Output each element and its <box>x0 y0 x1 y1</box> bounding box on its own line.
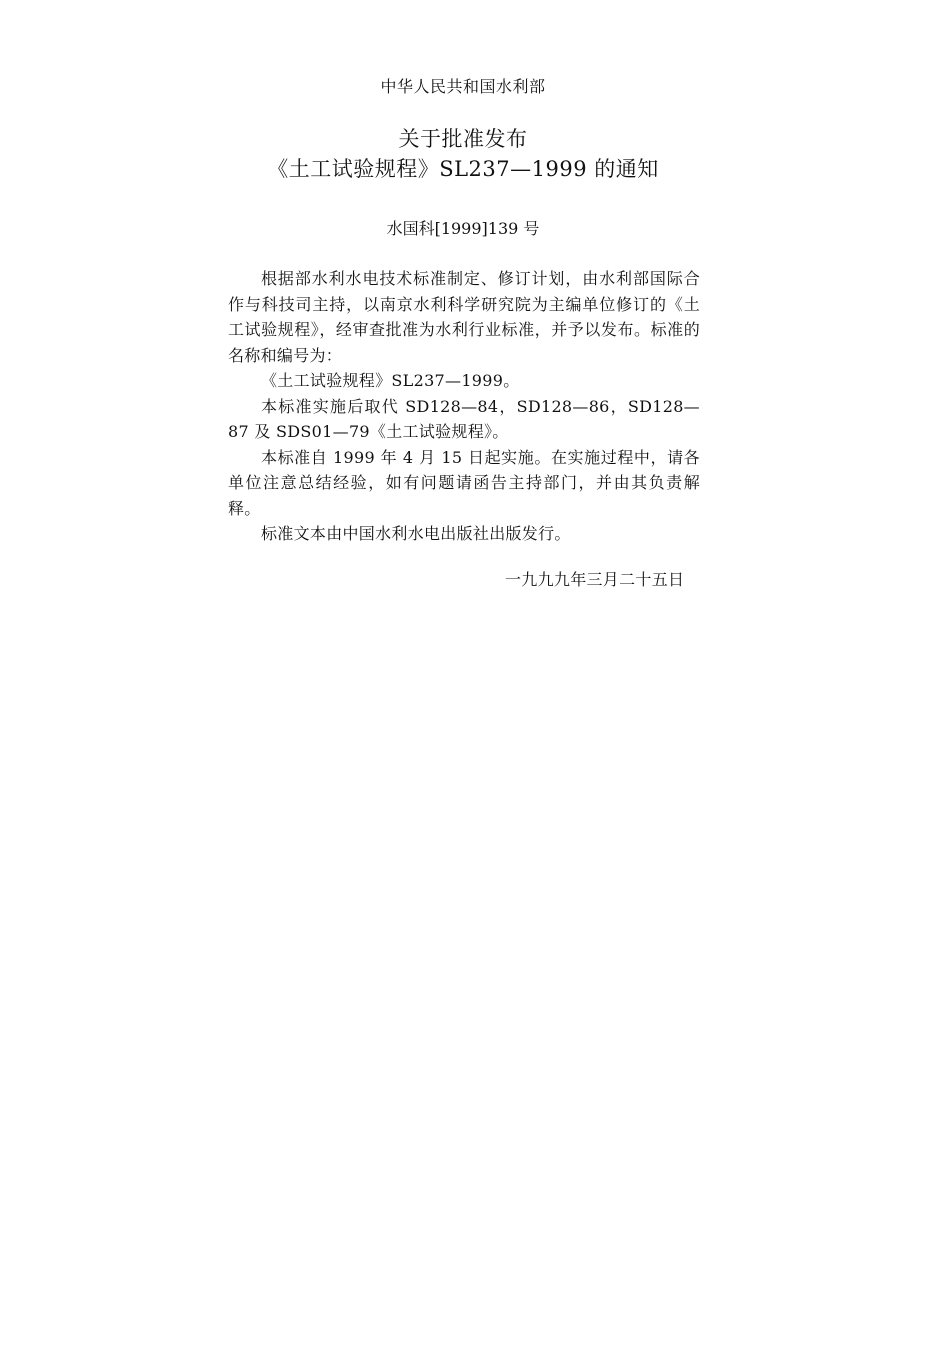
title-line-2: 《土工试验规程》SL237—1999 的通知 <box>267 157 659 181</box>
issuer-heading: 中华人民共和国水利部 <box>380 77 546 96</box>
body-paragraph-1: 根据部水利水电技术标准制定、修订计划，由水利部国际合作与科技司主持，以南京水利科学研究院为主编单位修订的《土工试验规程》，经审查批准为水利行业标准，并予以发布。标准的名称和编号为： <box>228 269 700 365</box>
document-number: 水国科[1999]139 号 <box>386 219 540 238</box>
body-paragraph-4: 本标准自 1999 年 4 月 15 日起实施。在实施过程中，请各单位注意总结经验，如有问题请函告主持部门，并由其负责解释。 <box>228 447 700 518</box>
title-line-1: 关于批准发布 <box>398 127 528 151</box>
body-paragraph-3: 本标准实施后取代 SD128—84，SD128—86，SD128—87 及 SDS01—79《土工试验规程》。 <box>228 396 700 441</box>
body-paragraph-2: 《土工试验规程》SL237—1999。 <box>261 371 520 390</box>
issue-date: 一九九九年三月二十五日 <box>505 570 685 589</box>
body-paragraph-5: 标准文本由中国水利水电出版社出版发行。 <box>261 524 571 543</box>
notice-title <box>0 124 926 184</box>
notice-body <box>228 266 700 547</box>
